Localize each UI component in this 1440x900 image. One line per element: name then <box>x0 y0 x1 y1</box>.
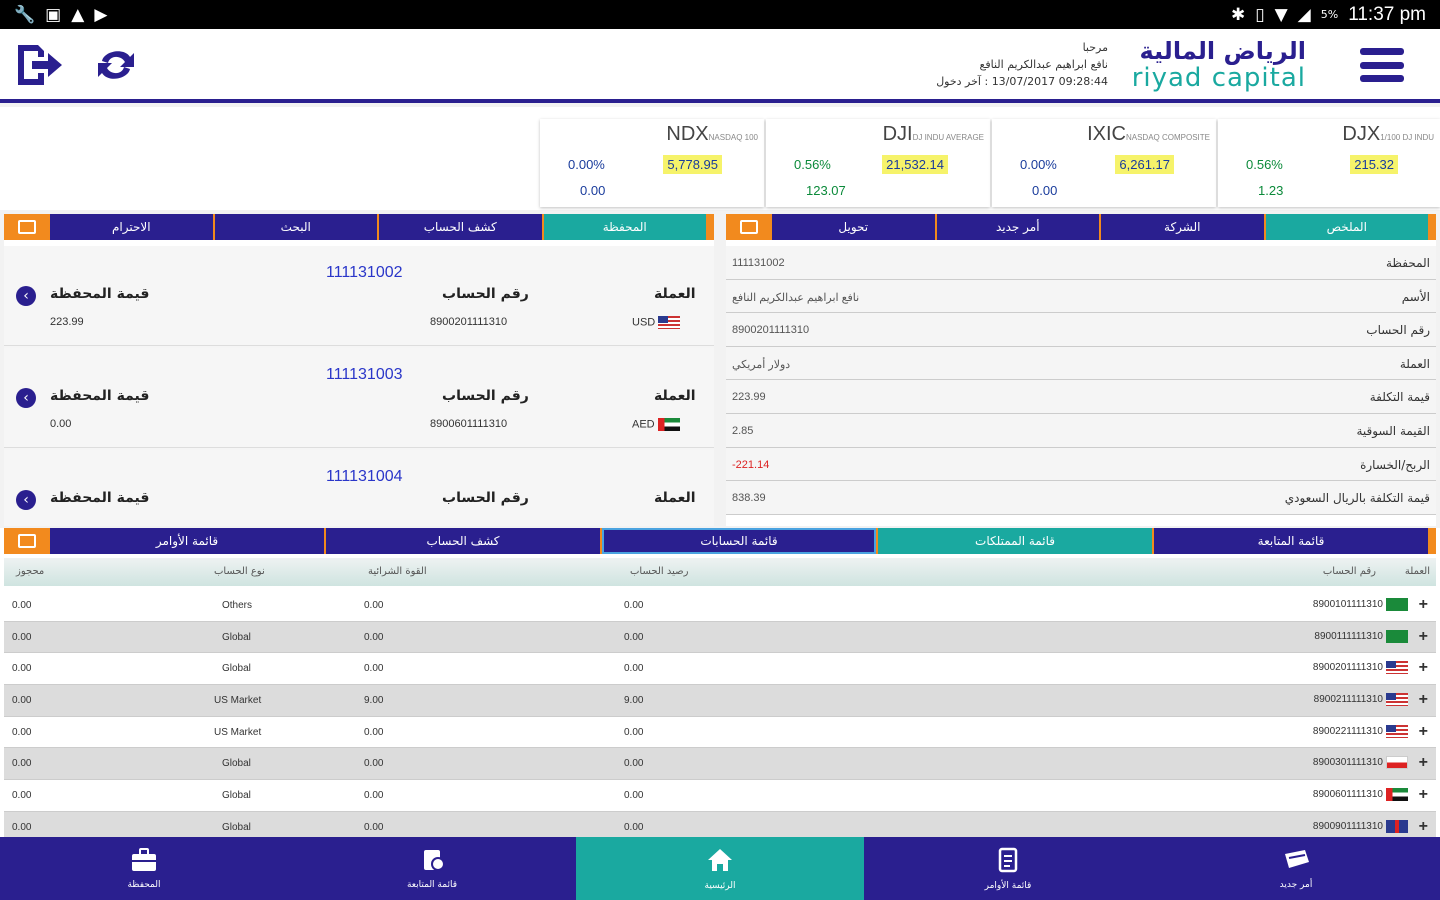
ticker-card[interactable] <box>766 119 990 207</box>
summary-label: قيمة التكلفة <box>1369 390 1430 405</box>
balance-cell: 9.00 <box>624 695 644 707</box>
nav-label: قائمة الأوامر <box>984 880 1032 891</box>
expand-plus-icon[interactable]: + <box>1418 817 1428 835</box>
expand-panel-button[interactable] <box>726 214 772 240</box>
bluetooth-icon: ✱ <box>1230 4 1246 25</box>
table-row[interactable] <box>4 653 1436 685</box>
buying-power-cell: 0.00 <box>364 790 384 802</box>
ticker-value: 215.32 <box>1350 155 1398 174</box>
refresh-button[interactable] <box>94 43 138 87</box>
tab-accounts-list[interactable]: قائمة الحسابات <box>602 528 876 554</box>
tab-watch-list[interactable]: قائمة المتابعة <box>1154 528 1428 554</box>
summary-label: الربح/الخسارة <box>1360 457 1430 472</box>
account-type-cell: Global <box>222 663 251 675</box>
app-header <box>0 29 1440 103</box>
account-cell: 8900301111310 <box>1313 756 1408 769</box>
nav-home[interactable] <box>576 837 864 900</box>
nav-new-order[interactable] <box>1152 837 1440 900</box>
ticker-card[interactable] <box>992 119 1216 207</box>
summary-value: 838.39 <box>732 492 766 505</box>
home-icon <box>706 847 734 879</box>
last-login: 09:28:44 13/07/2017 : آخر دخول <box>936 75 1108 88</box>
nav-label: المحفظة <box>127 879 161 890</box>
status-time: 11:37 pm <box>1348 3 1426 25</box>
summary-tabs <box>772 214 1436 240</box>
expand-plus-icon[interactable]: + <box>1418 596 1428 613</box>
ticker-percent: 0.56% <box>1246 157 1283 172</box>
external-link-icon <box>740 220 758 234</box>
summary-value: 221.14- <box>732 458 770 471</box>
accounts-tabbar <box>4 528 1436 554</box>
nav-label: قائمة المتابعة <box>406 879 457 890</box>
account-no-label: رقم الحساب <box>442 388 529 404</box>
summary-value: 111131002 <box>732 257 785 269</box>
nav-label: الرئيسية <box>704 880 736 891</box>
logo-arabic: الرياض المالية <box>1139 37 1306 65</box>
watchlist-icon <box>418 848 446 878</box>
tab-account-statement[interactable]: كشف الحساب <box>326 528 600 554</box>
tab-summary[interactable]: الملخص <box>1266 214 1429 240</box>
user-name: نافع ابراهيم عبدالكريم النافع <box>979 58 1108 71</box>
summary-label: العملة <box>1399 356 1430 371</box>
expand-plus-icon[interactable]: + <box>1418 659 1428 677</box>
balance-cell: 0.00 <box>624 758 644 770</box>
us-flag-icon <box>1386 661 1408 674</box>
account-no: 8900201111310 <box>430 316 508 328</box>
wifi-icon: ▼ <box>1274 4 1288 25</box>
blocked-cell: 0.00 <box>12 695 32 707</box>
nav-watchlist[interactable] <box>288 837 576 900</box>
menu-icon-bar <box>1360 48 1404 55</box>
index-ticker-strip <box>0 107 1440 210</box>
logout-icon <box>16 43 64 87</box>
summary-row <box>726 313 1436 347</box>
uae-flag-icon <box>658 418 680 431</box>
orders-icon <box>994 847 1022 879</box>
col-buying-power: القوة الشرائية <box>368 566 427 577</box>
table-row[interactable] <box>4 780 1436 812</box>
arrow-left-icon[interactable]: ‹ <box>16 286 36 306</box>
buying-power-cell: 9.00 <box>364 695 384 707</box>
balance-cell: 0.00 <box>624 726 644 738</box>
new-order-icon <box>1281 848 1311 878</box>
blocked-cell: 0.00 <box>12 631 32 643</box>
summary-value: 8900201111310 <box>732 324 810 337</box>
balance-cell: 0.00 <box>624 821 644 833</box>
ticker-name: IXICNASDAQ COMPOSITE <box>1087 123 1210 145</box>
us-flag-icon <box>658 316 680 329</box>
ticker-change: 123.07 <box>806 183 846 198</box>
expand-plus-icon[interactable]: + <box>1418 691 1428 709</box>
portfolio-tabbar <box>4 214 714 240</box>
external-link-icon <box>18 534 36 548</box>
ticker-card[interactable] <box>540 119 764 207</box>
table-row[interactable] <box>4 748 1436 780</box>
expand-panel-button[interactable] <box>4 528 50 554</box>
buying-power-cell: 0.00 <box>364 821 384 833</box>
tab-orders-list[interactable]: قائمة الأوامر <box>50 528 324 554</box>
ticker-card[interactable] <box>1218 119 1440 207</box>
nav-orders[interactable] <box>864 837 1152 900</box>
accounts-table-body <box>4 590 1436 837</box>
summary-value: 223.99 <box>732 391 766 404</box>
summary-value: 2.85 <box>732 424 754 437</box>
menu-icon-bar <box>1360 62 1404 69</box>
account-no-label: رقم الحساب <box>442 286 529 302</box>
col-account-no: رقم الحساب <box>1322 566 1376 577</box>
table-row[interactable] <box>4 812 1436 837</box>
arrow-left-icon[interactable]: ‹ <box>16 490 36 510</box>
greeting: مرحبا <box>1082 41 1108 54</box>
summary-row <box>726 481 1436 515</box>
summary-panel <box>726 214 1436 526</box>
riyad-capital-logo <box>1132 37 1306 91</box>
table-row[interactable] <box>4 590 1436 622</box>
table-row[interactable] <box>4 717 1436 749</box>
account-cell: 8900601111310 <box>1313 788 1408 801</box>
summary-label: القيمة السوقية <box>1356 423 1430 438</box>
summary-value: نافع ابراهيم عبدالكريم النافع <box>732 291 860 304</box>
portfolio-value-label: قيمة المحفظة <box>50 286 150 302</box>
portfolio-value-label: قيمة المحفظة <box>50 388 150 404</box>
summary-tabbar <box>726 214 1436 240</box>
ticker-change: 0.00 <box>580 183 606 198</box>
summary-row <box>726 380 1436 414</box>
tab-portfolio[interactable]: المحفظة <box>544 214 707 240</box>
blocked-cell: 0.00 <box>12 790 32 802</box>
tab-search[interactable]: البحث <box>215 214 378 240</box>
portfolio-value-label: قيمة المحفظة <box>50 490 150 506</box>
portfolio-panel <box>4 214 714 526</box>
blocked-cell: 0.00 <box>12 758 32 770</box>
summary-row <box>726 448 1436 482</box>
tab-company[interactable]: الشركة <box>1101 214 1264 240</box>
nav-label: أمر جديد <box>1279 879 1313 890</box>
summary-label: رقم الحساب <box>1366 323 1430 338</box>
summary-row <box>726 280 1436 314</box>
uk-flag-icon <box>1386 820 1408 833</box>
saudi-flag-icon <box>1386 630 1408 643</box>
portfolio-id[interactable]: 111131002 <box>326 264 403 281</box>
uae-flag-icon <box>1386 788 1408 801</box>
account-cell: 8900201111310 <box>1313 661 1408 674</box>
summary-label: المحفظة <box>1385 256 1430 270</box>
accounts-panel <box>0 528 1440 837</box>
account-cell: 8900211111310 <box>1314 693 1408 706</box>
nav-portfolio[interactable] <box>0 837 288 900</box>
tab-holdings-list[interactable]: قائمة الممتلكات <box>878 528 1152 554</box>
play-store-icon: ▶ <box>94 4 108 25</box>
external-link-icon <box>18 220 36 234</box>
portfolio-value: 0.00 <box>50 418 72 430</box>
arrow-left-icon[interactable]: ‹ <box>16 388 36 408</box>
table-row[interactable] <box>4 622 1436 654</box>
status-bar <box>0 0 1440 29</box>
blocked-cell: 0.00 <box>12 726 32 738</box>
portfolio-list <box>4 246 714 526</box>
summary-value: دولار أمريكي <box>732 358 791 371</box>
account-type-cell: Global <box>222 821 251 833</box>
menu-icon-bar <box>1360 75 1404 82</box>
account-cell: 8900101111310 <box>1313 598 1408 611</box>
tab-statement[interactable]: كشف الحساب <box>379 214 542 240</box>
user-info <box>936 39 1108 90</box>
summary-row <box>726 414 1436 448</box>
account-type-cell: Global <box>222 790 251 802</box>
ticker-value: 21,532.14 <box>882 155 948 174</box>
balance-cell: 0.00 <box>624 663 644 675</box>
summary-label: الأسم <box>1401 289 1430 304</box>
expand-plus-icon[interactable]: + <box>1418 722 1428 740</box>
account-type-cell: Global <box>222 631 251 643</box>
buying-power-cell: 0.00 <box>364 631 384 643</box>
warning-icon: ▲ <box>71 4 85 25</box>
logo-english: riyad capital <box>1131 63 1306 93</box>
account-type-cell: Global <box>222 758 251 770</box>
portfolio-value: 223.99 <box>50 316 84 328</box>
ticker-change: 1.23 <box>1258 183 1284 198</box>
col-currency: العملة <box>1404 566 1430 577</box>
briefcase-icon <box>130 848 158 878</box>
battery-level: 5% <box>1320 8 1339 21</box>
ticker-percent: 0.00% <box>568 157 605 172</box>
col-blocked: محجوز <box>16 566 45 577</box>
ticker-name: DJIDJ INDU AVERAGE <box>882 123 984 145</box>
currency-label: العملة <box>654 490 696 506</box>
expand-panel-button[interactable] <box>4 214 50 240</box>
account-type-cell: Others <box>222 600 253 611</box>
summary-label: قيمة التكلفة بالريال السعودي <box>1284 491 1430 506</box>
refresh-icon <box>94 43 138 87</box>
balance-cell: 0.00 <box>624 790 644 802</box>
status-right-icons <box>1231 4 1426 26</box>
menu-button[interactable] <box>1360 48 1404 82</box>
bottom-navigation <box>0 837 1440 900</box>
account-cell: 8900111111310 <box>1314 630 1408 643</box>
blocked-cell: 0.00 <box>12 663 32 675</box>
summary-row <box>726 347 1436 381</box>
vibrate-icon: ▯ <box>1255 4 1265 25</box>
ticker-change: 0.00 <box>1032 183 1058 198</box>
account-cell: 8900901111310 <box>1313 820 1408 833</box>
saudi-flag-icon <box>1386 598 1408 611</box>
account-no-label: رقم الحساب <box>442 490 529 506</box>
currency-label: العملة <box>654 388 696 404</box>
portfolio-card[interactable] <box>4 246 714 346</box>
portfolio-card[interactable] <box>4 348 714 448</box>
buying-power-cell: 0.00 <box>364 726 384 738</box>
signal-icon: ◢ <box>1297 4 1311 25</box>
ticker-value: 5,778.95 <box>663 155 722 174</box>
wrench-icon: 🔧 <box>14 4 36 25</box>
ticker-percent: 0.56% <box>794 157 831 172</box>
account-cell: 8900221111310 <box>1313 725 1408 738</box>
poland-flag-icon <box>1386 756 1408 769</box>
status-left-icons <box>14 5 107 25</box>
col-balance: رصيد الحساب <box>630 566 689 577</box>
tab-transfer[interactable]: تحويل <box>772 214 935 240</box>
portfolio-tabs <box>50 214 714 240</box>
currency-label: العملة <box>654 286 696 302</box>
ticker-name: NDXNASDAQ 100 <box>666 123 758 145</box>
ticker-percent: 0.00% <box>1020 157 1057 172</box>
expand-plus-icon[interactable]: + <box>1418 786 1428 804</box>
tab-new-order[interactable]: أمر جديد <box>937 214 1100 240</box>
table-row[interactable] <box>4 685 1436 717</box>
currency-value: AED <box>632 418 680 431</box>
balance-cell: 0.00 <box>624 600 644 611</box>
balance-cell: 0.00 <box>624 631 644 643</box>
portfolio-id[interactable]: 111131004 <box>326 468 403 485</box>
image-icon: ▣ <box>45 4 62 25</box>
portfolio-id[interactable]: 111131003 <box>326 366 403 383</box>
summary-row <box>726 246 1436 280</box>
blocked-cell: 0.00 <box>12 821 32 833</box>
accounts-tabs <box>50 528 1436 554</box>
buying-power-cell: 0.00 <box>364 663 384 675</box>
summary-rows <box>726 246 1436 526</box>
col-account-type: نوع الحساب <box>214 566 265 577</box>
us-flag-icon <box>1386 693 1408 706</box>
portfolio-card[interactable] <box>4 450 714 526</box>
account-type-cell: US Market <box>214 726 262 738</box>
logout-button[interactable] <box>16 43 64 87</box>
us-flag-icon <box>1386 725 1408 738</box>
accounts-table-header <box>4 558 1436 586</box>
account-type-cell: US Market <box>214 695 262 707</box>
currency-value: USD <box>632 316 680 329</box>
buying-power-cell: 0.00 <box>364 758 384 770</box>
tab-alerts[interactable]: الاحترام <box>50 214 213 240</box>
account-no: 8900601111310 <box>430 418 508 430</box>
ticker-name: DJX1/100 DJ INDU <box>1342 123 1434 145</box>
expand-plus-icon[interactable]: + <box>1418 627 1428 645</box>
blocked-cell: 0.00 <box>12 600 32 611</box>
expand-plus-icon[interactable]: + <box>1418 754 1428 772</box>
ticker-value: 6,261.17 <box>1115 155 1174 174</box>
buying-power-cell: 0.00 <box>364 600 384 611</box>
